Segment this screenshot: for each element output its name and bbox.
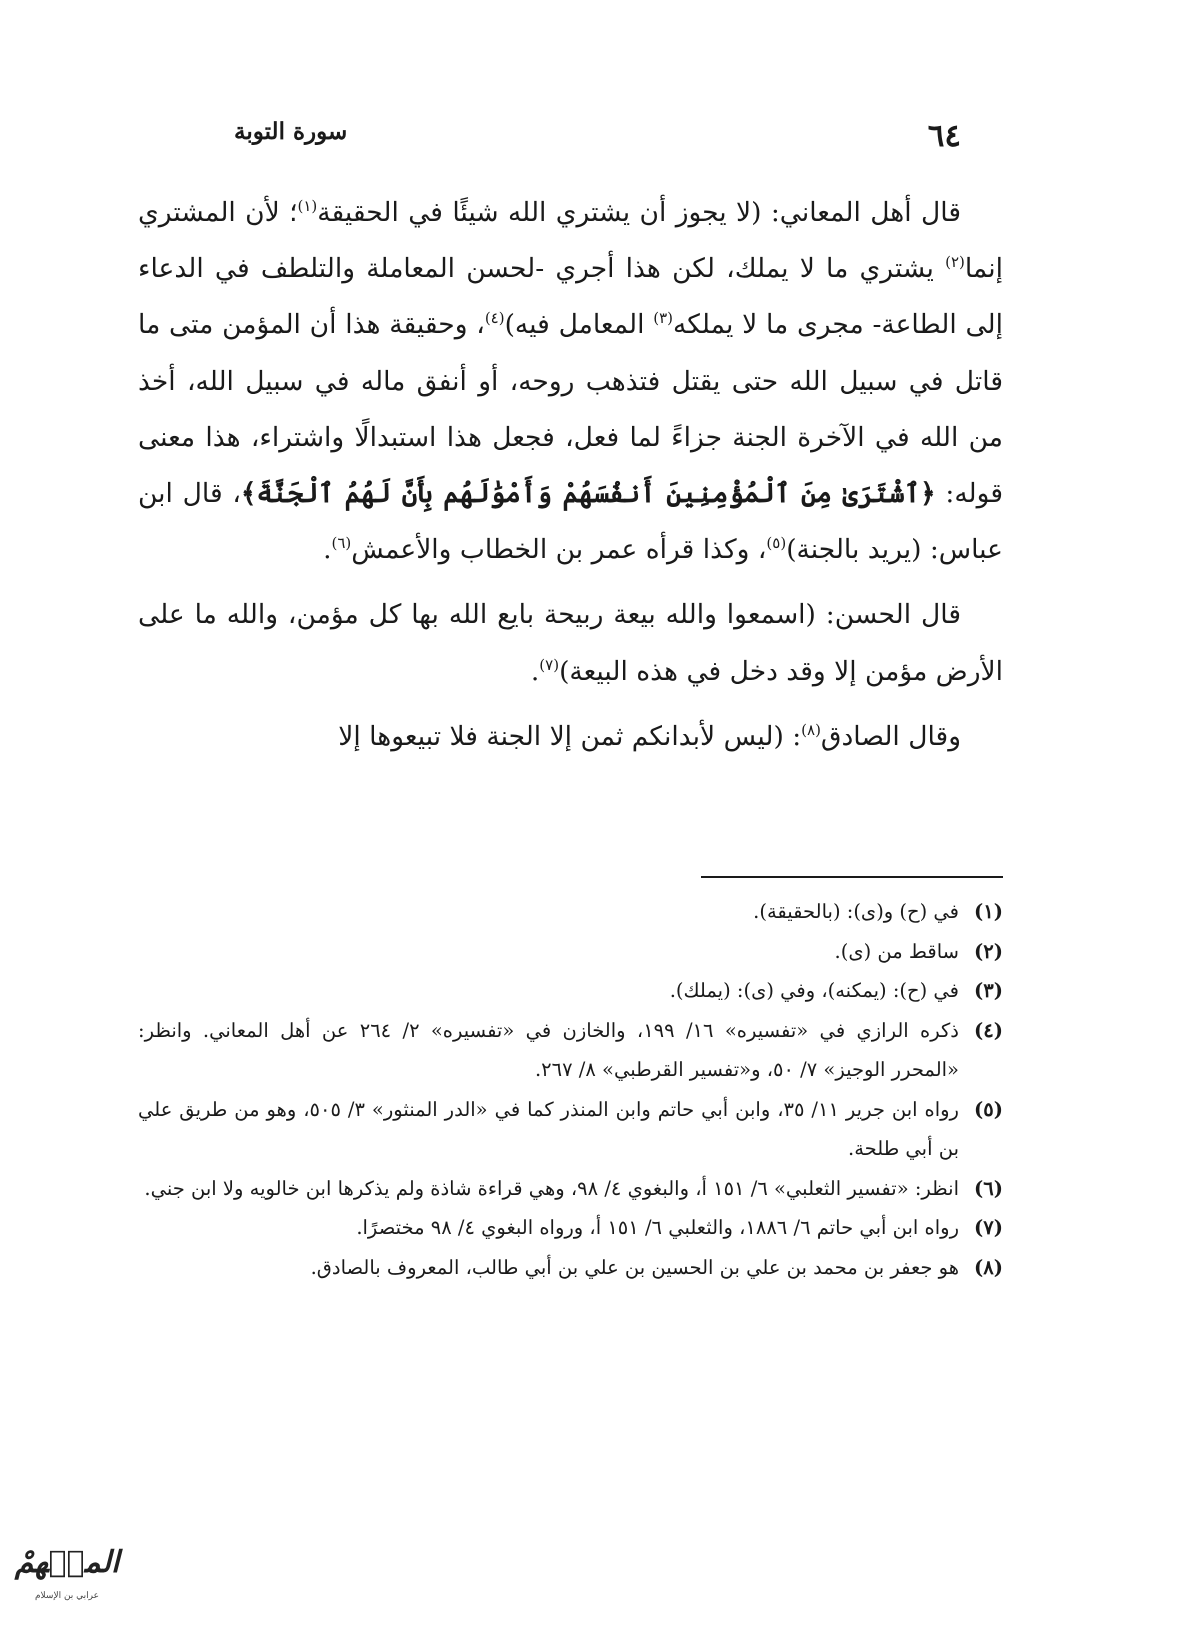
footnote-ref-4: (٤) (484, 309, 505, 328)
text-run: قال الحسن: (اسمعوا والله بيعة ربيحة بايع الله بها كل مؤمن، والله ما على الأرض مؤمن إلا وقد دخل في هذه البيعة) (138, 599, 1003, 687)
footnote-text: في (ح): (يمكنه)، وفي (ى): (يملك). (669, 979, 959, 1002)
footnote-number: (٥) (974, 1097, 1003, 1121)
text-run: قال أهل المعاني: (لا يجوز أن يشتري الله شيئًا في الحقيقة (317, 197, 961, 228)
text-run: : (ليس لأبدانكم ثمن إلا الجنة فلا تبيعوها إلا (338, 720, 802, 752)
footnote-text: رواه ابن جرير ١١/ ٣٥، وابن أبي حاتم وابن المنذر كما في «الدر المنثور» ٣/ ٥٠٥، وهو من طريق علي بن أبي طلحة. (138, 1097, 959, 1160)
book-page (138, 100, 1003, 1600)
paragraph-3 (138, 709, 1003, 765)
footnote-text: ذكره الرازي في «تفسيره» ١٦/ ١٩٩، والخازن في «تفسيره» ٢/ ٢٦٤ عن أهل المعاني. وانظر: «المحرر الوجيز» ٧/ ٥٠، و«تفسير القرطبي» ٨/ ٢٦٧. (138, 1018, 959, 1081)
footnote-number: (٦) (974, 1176, 1003, 1200)
watermark-logo (12, 1545, 122, 1615)
footnote-number: (٤) (974, 1018, 1003, 1042)
footnote-number: (٣) (974, 979, 1003, 1002)
footnote-ref-6: (٦) (331, 534, 352, 553)
footnote-text: انظر: «تفسير الثعلبي» ٦/ ١٥١ أ، والبغوي ٤/ ٩٨، وهي قراءة شاذة ولم يذكرها ابن خالويه ولا ابن جني. (144, 1176, 959, 1200)
logo-wordmark: المسۤهمْ (14, 1545, 120, 1580)
footnotes (138, 892, 1003, 1287)
logo-subtitle: عرابي بن الإسلام (34, 1591, 100, 1601)
text-run: وقال الصادق (820, 720, 961, 752)
running-title: سورة التوبة (234, 118, 348, 145)
footnote-ref-2: (٢) (945, 253, 965, 272)
footnote-ref-7: (٧) (539, 655, 560, 674)
text-run: ، قال ابن عباس: (يريد بالجنة) (138, 478, 1003, 566)
footnote-7 (138, 1208, 1003, 1248)
text-run: يشتري ما لا يملك، لكن هذا أجري -لحسن المعاملة والتلطف في الدعاء إلى الطاعة- مجرى ما لا يملكه (138, 253, 1003, 341)
text-run: ؛ لأن المشتري إنما (138, 197, 1003, 285)
footnote-text: رواه ابن أبي حاتم ٦/ ١٨٨٦، والثعلبي ٦/ ١٥١ أ، ورواه البغوي ٤/ ٩٨ مختصرًا. (356, 1216, 959, 1239)
footnote-8 (138, 1248, 1003, 1288)
footnote-text: في (ح) و(ى): (بالحقيقة). (753, 900, 959, 923)
text-run: ، وكذا قرأه عمر بن الخطاب والأعمش (351, 534, 767, 566)
main-text (138, 185, 1003, 765)
paragraph-1 (138, 185, 1003, 578)
paragraph-2 (138, 587, 1003, 699)
footnote-separator (701, 876, 1003, 878)
footnote-ref-3: (٣) (653, 309, 674, 328)
text-run: . (323, 534, 332, 566)
footnote-ref-1: (١) (297, 197, 318, 216)
text-run: ، وحقيقة هذا أن المؤمن متى ما قاتل في سبيل الله حتى يقتل فتذهب روحه، أو أنفق ماله في سبيل الله، أخذ من الله في الآخرة الجنة جزاءً لما فعل، فجعل هذا استبدالًا واشتراء، هذا معنى قوله: (138, 309, 1003, 510)
page-number: ٦٤ (927, 118, 961, 154)
footnote-number: (١) (974, 900, 1003, 923)
quran-verse: ﴿ٱشْتَرَىٰ مِنَ ٱلْمُؤْمِنِينَ أَنفُسَهُمْ وَأَمْوَٰلَهُم بِأَنَّ لَهُمُ ٱلْجَنَّةَ﴾ (240, 478, 936, 510)
footnote-6 (138, 1169, 1003, 1209)
footnote-number: (٢) (974, 939, 1003, 963)
footnote-5 (138, 1090, 1003, 1169)
footnote-4 (138, 1011, 1003, 1090)
footnote-3 (138, 971, 1003, 1011)
footnote-text: ساقط من (ى). (834, 939, 959, 963)
text-run: . (530, 655, 540, 687)
footnote-number: (٧) (974, 1216, 1003, 1239)
footnote-ref-8: (٨) (801, 721, 821, 739)
footnote-ref-5: (٥) (766, 534, 787, 553)
footnote-number: (٨) (974, 1255, 1003, 1279)
footnote-1 (138, 892, 1003, 932)
footnote-text: هو جعفر بن محمد بن علي بن الحسين بن علي بن أبي طالب، المعروف بالصادق. (310, 1255, 959, 1279)
footnote-2 (138, 932, 1003, 972)
text-run: المعامل فيه) (504, 309, 654, 341)
page-header (138, 118, 1003, 158)
